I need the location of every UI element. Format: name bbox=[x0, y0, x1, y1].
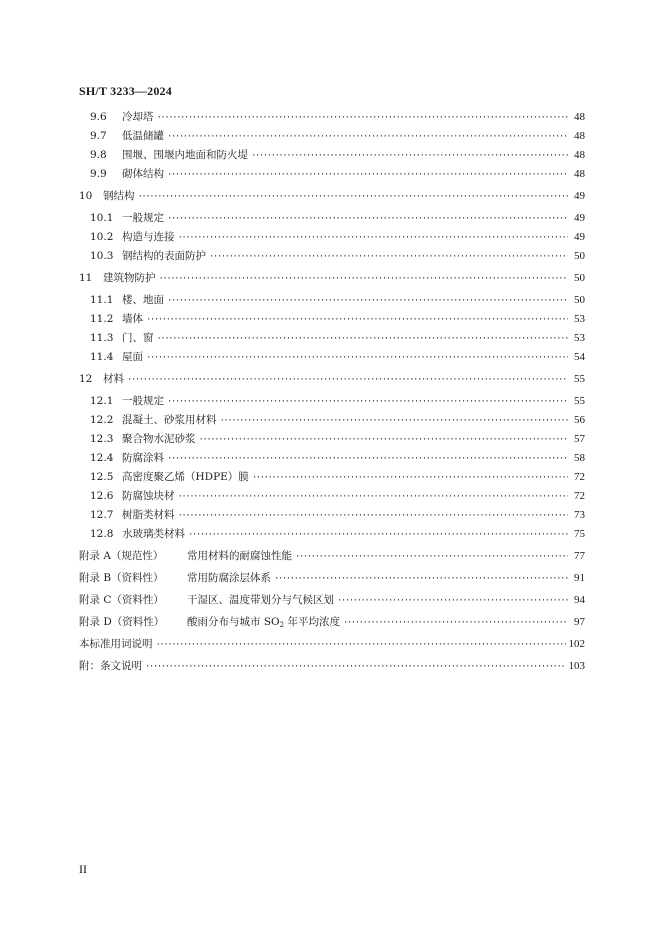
toc-entry-title: 屋面 bbox=[122, 351, 143, 363]
dot-leader bbox=[146, 349, 568, 368]
dot-leader bbox=[145, 658, 566, 677]
dot-leader bbox=[337, 592, 568, 611]
dot-leader bbox=[178, 229, 569, 248]
toc-entry-number: 9.9 bbox=[90, 168, 107, 180]
toc-entry-number: 12.8 bbox=[90, 528, 114, 540]
toc-entry[interactable] bbox=[79, 146, 585, 165]
page-number: II bbox=[79, 862, 87, 876]
toc-entry-title: 冷却塔 bbox=[122, 111, 154, 123]
toc-entry-number: 10.3 bbox=[90, 250, 114, 262]
dot-leader bbox=[178, 507, 569, 526]
toc-entry[interactable] bbox=[79, 329, 585, 348]
table-of-contents bbox=[79, 108, 585, 676]
toc-entry-number: 附录 B（资料性） bbox=[79, 572, 164, 584]
toc-entry[interactable] bbox=[79, 635, 585, 654]
toc-entry-title: 低温储罐 bbox=[122, 130, 164, 142]
toc-entry-number: 附录 A（规范性） bbox=[79, 550, 164, 562]
toc-entry-page: 58 bbox=[574, 452, 585, 464]
toc-entry-number: 12.4 bbox=[90, 452, 114, 464]
toc-entry-number: 11.4 bbox=[90, 351, 114, 363]
toc-entry[interactable] bbox=[79, 108, 585, 127]
toc-entry-title: 材料 bbox=[103, 373, 124, 385]
toc-entry-title: 干湿区、温度带划分与气候区划 bbox=[187, 594, 334, 606]
toc-entry-number: 11.3 bbox=[90, 332, 114, 344]
toc-entry-title: 钢结构的表面防护 bbox=[122, 250, 206, 262]
dot-leader bbox=[167, 393, 568, 412]
toc-entry[interactable] bbox=[79, 430, 585, 449]
toc-entry-page: 48 bbox=[574, 130, 585, 142]
toc-entry-title: 建筑物防护 bbox=[103, 272, 156, 284]
dot-leader bbox=[157, 330, 569, 349]
toc-entry-title: 附：条文说明 bbox=[79, 660, 142, 672]
dot-leader bbox=[295, 548, 568, 567]
toc-entry-title: 聚合物水泥砂浆 bbox=[122, 433, 196, 445]
toc-entry-page: 57 bbox=[574, 433, 585, 445]
toc-entry[interactable] bbox=[79, 487, 585, 506]
toc-entry-title: 一般规定 bbox=[122, 395, 164, 407]
toc-entry-title: 常用材料的耐腐蚀性能 bbox=[187, 550, 292, 562]
toc-entry-title: 砌体结构 bbox=[122, 168, 164, 180]
dot-leader bbox=[251, 147, 568, 166]
dot-leader bbox=[159, 270, 569, 289]
dot-leader bbox=[167, 128, 568, 147]
toc-entry-page: 50 bbox=[574, 294, 585, 306]
toc-entry-title: 围堰、围堰内地面和防火堤 bbox=[122, 149, 248, 161]
toc-entry[interactable] bbox=[79, 291, 585, 310]
toc-entry-page: 53 bbox=[574, 332, 585, 344]
document-code: SH/T 3233—2024 bbox=[79, 84, 172, 98]
toc-entry-page: 53 bbox=[574, 313, 585, 325]
toc-entry-page: 50 bbox=[574, 272, 585, 284]
dot-leader bbox=[146, 311, 568, 330]
toc-entry-number: 附录 D（资料性） bbox=[79, 616, 165, 628]
toc-entry-page: 97 bbox=[574, 616, 585, 628]
dot-leader bbox=[188, 526, 568, 545]
toc-entry-title-part: 年平均浓度 bbox=[284, 616, 340, 628]
toc-entry-number: 12.2 bbox=[90, 414, 114, 426]
toc-entry[interactable] bbox=[79, 370, 585, 389]
toc-entry-number: 12.3 bbox=[90, 433, 114, 445]
toc-entry-page: 48 bbox=[574, 149, 585, 161]
toc-entry[interactable] bbox=[79, 449, 585, 468]
toc-entry-title-part: 酸雨分布与城市 SO bbox=[187, 616, 280, 628]
toc-entry-title: 墙体 bbox=[122, 313, 143, 325]
toc-entry-page: 72 bbox=[574, 490, 585, 502]
toc-entry[interactable] bbox=[79, 228, 585, 247]
toc-entry-page: 48 bbox=[574, 111, 585, 123]
toc-entry-page: 49 bbox=[574, 212, 585, 224]
toc-entry-number: 12.5 bbox=[90, 471, 114, 483]
dot-leader bbox=[167, 450, 568, 469]
toc-entry[interactable] bbox=[79, 547, 585, 566]
toc-entry-title: 常用防腐涂层体系 bbox=[187, 572, 271, 584]
toc-entry-page: 48 bbox=[574, 168, 585, 180]
toc-entry[interactable] bbox=[79, 591, 585, 610]
toc-entry[interactable] bbox=[79, 269, 585, 288]
toc-entry-number: 12.7 bbox=[90, 509, 114, 521]
toc-entry-page: 91 bbox=[574, 572, 585, 584]
toc-entry-number: 附录 C（资料性） bbox=[79, 594, 164, 606]
toc-entry-page: 73 bbox=[574, 509, 585, 521]
toc-entry-title: 构造与连接 bbox=[122, 231, 175, 243]
toc-entry-page: 103 bbox=[568, 660, 585, 672]
toc-entry-number: 10 bbox=[79, 190, 93, 202]
dot-leader bbox=[252, 469, 568, 488]
toc-entry-number: 9.8 bbox=[90, 149, 107, 161]
toc-entry[interactable] bbox=[79, 525, 585, 544]
toc-entry[interactable] bbox=[79, 127, 585, 146]
dot-leader bbox=[209, 248, 568, 267]
toc-entry[interactable] bbox=[79, 468, 585, 487]
toc-entry[interactable] bbox=[79, 392, 585, 411]
toc-entry-title: 门、窗 bbox=[122, 332, 154, 344]
toc-entry-page: 77 bbox=[574, 550, 585, 562]
toc-entry-page: 49 bbox=[574, 190, 585, 202]
toc-entry-number: 12.6 bbox=[90, 490, 114, 502]
toc-entry-title: 防腐蚀块材 bbox=[122, 490, 175, 502]
toc-entry-page: 49 bbox=[574, 231, 585, 243]
toc-entry[interactable] bbox=[79, 613, 585, 632]
toc-entry[interactable] bbox=[79, 657, 585, 676]
toc-entry-number: 11.2 bbox=[90, 313, 114, 325]
dot-leader bbox=[127, 371, 568, 390]
dot-leader bbox=[138, 188, 569, 207]
toc-entry-number: 9.6 bbox=[90, 111, 107, 123]
toc-entry-page: 56 bbox=[574, 414, 585, 426]
toc-entry-title bbox=[187, 613, 340, 635]
toc-entry-number: 9.7 bbox=[90, 130, 107, 142]
toc-entry-title: 楼、地面 bbox=[122, 294, 164, 306]
toc-entry[interactable] bbox=[79, 348, 585, 367]
toc-entry[interactable] bbox=[79, 187, 585, 206]
toc-entry-title: 高密度聚乙烯（HDPE）膜 bbox=[122, 471, 249, 483]
toc-entry-page: 55 bbox=[574, 373, 585, 385]
toc-entry-page: 50 bbox=[574, 250, 585, 262]
toc-entry-title: 混凝土、砂浆用材料 bbox=[122, 414, 217, 426]
toc-entry-number: 11 bbox=[79, 272, 93, 284]
toc-entry-page: 72 bbox=[574, 471, 585, 483]
toc-entry[interactable] bbox=[79, 209, 585, 228]
toc-entry-title: 水玻璃类材料 bbox=[122, 528, 185, 540]
dot-leader bbox=[167, 166, 568, 185]
toc-entry-title: 钢结构 bbox=[103, 190, 135, 202]
dot-leader bbox=[157, 109, 569, 128]
toc-entry-title: 本标准用词说明 bbox=[79, 638, 153, 650]
toc-entry-page: 94 bbox=[574, 594, 585, 606]
toc-entry[interactable] bbox=[79, 506, 585, 525]
toc-entry-number: 12 bbox=[79, 373, 93, 385]
toc-entry[interactable] bbox=[79, 569, 585, 588]
toc-entry-number: 10.1 bbox=[90, 212, 114, 224]
dot-leader bbox=[167, 210, 568, 229]
dot-leader bbox=[274, 570, 568, 589]
dot-leader bbox=[178, 488, 569, 507]
toc-entry[interactable] bbox=[79, 165, 585, 184]
toc-entry-page: 75 bbox=[574, 528, 585, 540]
dot-leader bbox=[220, 412, 569, 431]
toc-entry-title: 防腐涂料 bbox=[122, 452, 164, 464]
toc-entry[interactable] bbox=[79, 310, 585, 329]
dot-leader bbox=[156, 636, 566, 655]
toc-entry-number: 10.2 bbox=[90, 231, 114, 243]
toc-entry-number: 11.1 bbox=[90, 294, 114, 306]
toc-entry-title-subscript: 2 bbox=[279, 621, 285, 629]
dot-leader bbox=[199, 431, 569, 450]
toc-entry-title: 一般规定 bbox=[122, 212, 164, 224]
toc-entry-page: 55 bbox=[574, 395, 585, 407]
toc-entry-page: 102 bbox=[568, 638, 585, 650]
toc-entry-number: 12.1 bbox=[90, 395, 114, 407]
toc-entry[interactable] bbox=[79, 247, 585, 266]
toc-entry-page: 54 bbox=[574, 351, 585, 363]
dot-leader bbox=[167, 292, 568, 311]
toc-entry[interactable] bbox=[79, 411, 585, 430]
toc-entry-title: 树脂类材料 bbox=[122, 509, 175, 521]
dot-leader bbox=[343, 614, 568, 633]
